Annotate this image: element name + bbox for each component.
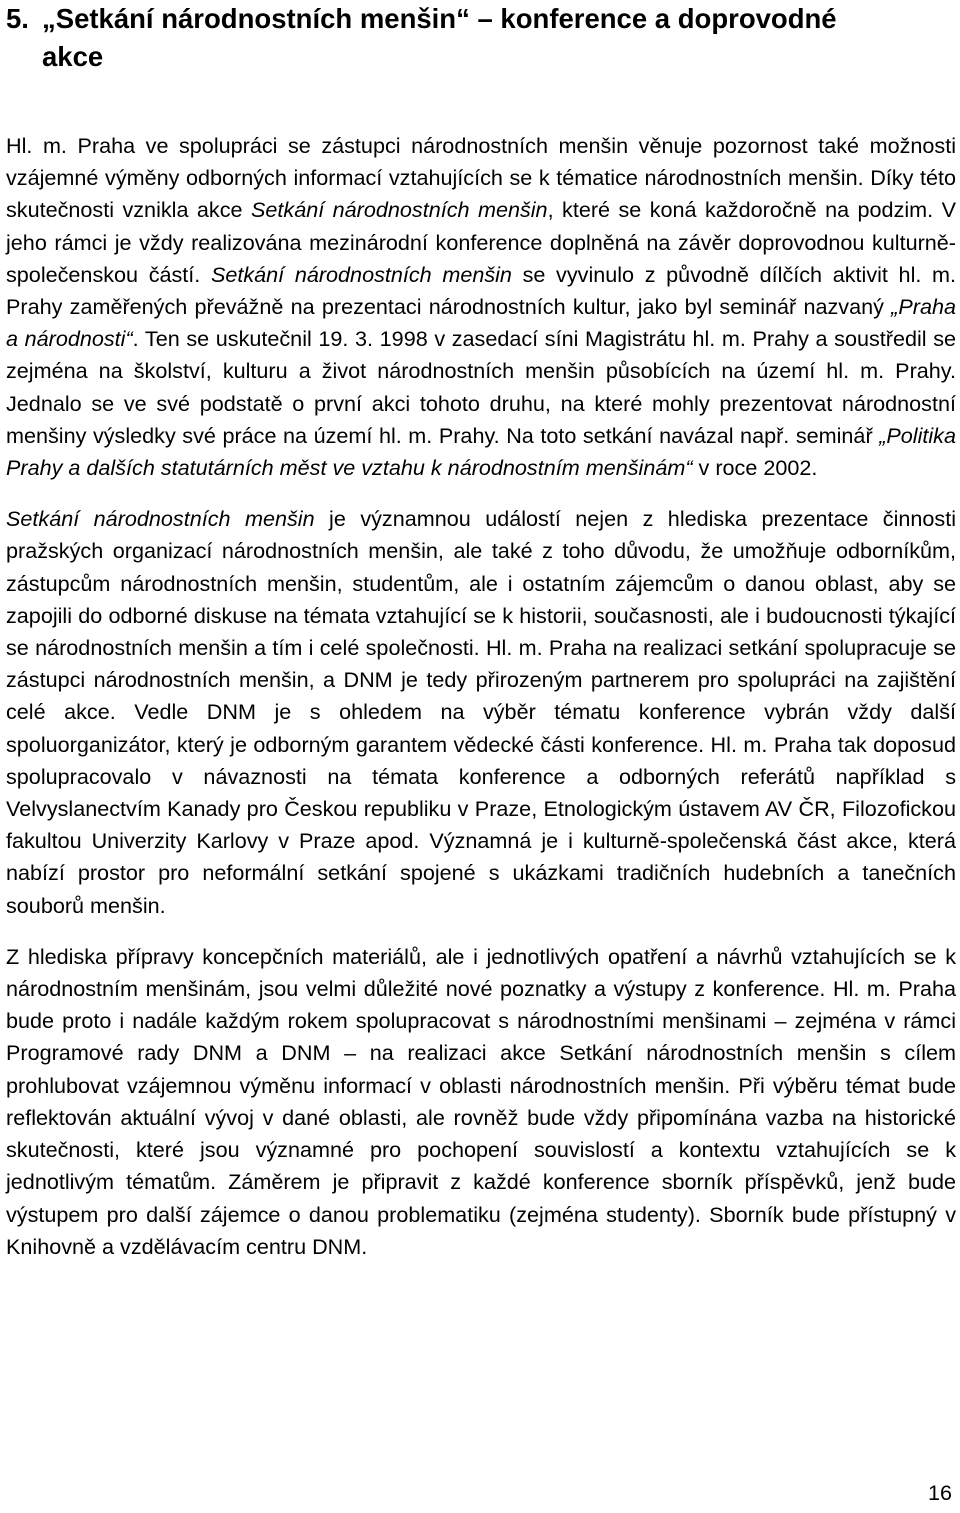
paragraph-2 (6, 503, 956, 922)
paragraph-3 (6, 941, 956, 1263)
text-run: Z hlediska přípravy koncepčních materiálů, ale i jednotlivých opatření a návrhů vztahujících se k národnostním menšinám, jsou velmi důležité nové poznatky a výstupy z konference. Hl. m. Praha bude proto i nadále každým rokem spolupracovat s národnostními menšinami – zejména v rámci Programové rady DNM a DNM – na realizaci akce Setkání národnostních menšin s cílem prohlubovat vzájemnou výměnu informací v oblasti národnostních menšin. Při výběru témat bude reflektován aktuální vývoj v dané oblasti, ale rovněž bude vždy připomínána vazba na historické skutečnosti, které jsou významné pro pochopení souvislostí a kontextu vztahujících se k jednotlivým tématům. Záměrem je připravit z každé konference sborník příspěvků, jenž bude výstupem pro další zájemce o danou problematiku (zejména studenty). Sborník bude přístupný v Knihovně a vzdělávacím centru DNM. (6, 943, 956, 1259)
text-run: se vyvinulo z původně dílčích aktivit hl. m. Prahy zaměřených převážně na prezentaci národnostních kultur, jako byl seminář nazvaný (6, 261, 956, 320)
section-title-line-1: „Setkání národnostních menšin“ – konference a doprovodné (42, 3, 837, 34)
section-title-line-2: akce (42, 41, 104, 72)
paragraph-1 (6, 130, 956, 484)
italic-text-run: Setkání národnostních menšin (6, 506, 315, 532)
text-run: je významnou událostí nejen z hlediska prezentace činnosti pražských organizací národnostních menšin, ale také z toho důvodu, že umožňuje odborníkům, zástupcům národnostních menšin, studentům, ale i ostatním zájemcům o danou oblast, aby se zapojili do odborné diskuse na témata vztahující se k historii, současnosti, ale i budoucnosti týkající se národnostních menšin a tím i celé společnosti. Hl. m. Praha na realizaci setkání spolupracuje se zástupci národnostních menšin, a DNM je tedy přirozeným partnerem pro spolupráci na zajištění celé akce. Vedle DNM je s ohledem na výběr tématu konference vybrán vždy další spoluorganizátor, který je odborným garantem vědecké části konference. Hl. m. Praha tak doposud spolupracovalo v návaznosti na témata konference a odborných referátů například s Velvyslanectvím Kanady pro Českou republiku v Praze, Etnologickým ústavem AV ČR, Filozofickou fakultou Univerzity Karlovy v Praze apod. Významná je i kulturně-společenská část akce, která nabízí prostor pro neformální setkání spojené s ukázkami tradičních hudebních a tanečních souborů menšin. (6, 506, 956, 918)
text-run: Hl. m. Praha ve spolupráci se zástupci národnostních menšin věnuje pozornost také možnosti vzájemné výměny odborných informací vztahujících se k tématice národnostních menšin. Díky této skutečnosti vznikla akce (6, 133, 956, 223)
page-number: 16 (927, 1480, 952, 1505)
text-run: v roce 2002. (692, 455, 818, 481)
document-page (6, 0, 956, 1263)
italic-text-run: „Politika Prahy a dalších statutárních měst ve vztahu k národnostním menšinám“ (6, 422, 956, 481)
section-heading (6, 0, 956, 76)
text-run: , které se koná každoročně na podzim. V jeho rámci je vždy realizována mezinárodní konference doplněná na závěr doprovodnou kulturně-společenskou částí. (6, 197, 956, 287)
italic-text-run: „Praha a národnosti“ (6, 294, 956, 352)
section-number: 5. (6, 3, 29, 34)
text-run: . Ten se uskutečnil 19. 3. 1998 v zasedací síni Magistrátu hl. m. Prahy a soustředil se zejména na školství, kulturu a život národnostních menšin působících na území hl. m. Prahy. Jednalo se ve své podstatě o první akci tohoto druhu, na které mohly prezentovat národnostní menšiny výsledky své práce na území hl. m. Prahy. Na toto setkání navázal např. seminář (6, 326, 956, 448)
italic-text-run: Setkání národnostních menšin (210, 261, 512, 287)
italic-text-run: Setkání národnostních menšin (250, 197, 548, 223)
